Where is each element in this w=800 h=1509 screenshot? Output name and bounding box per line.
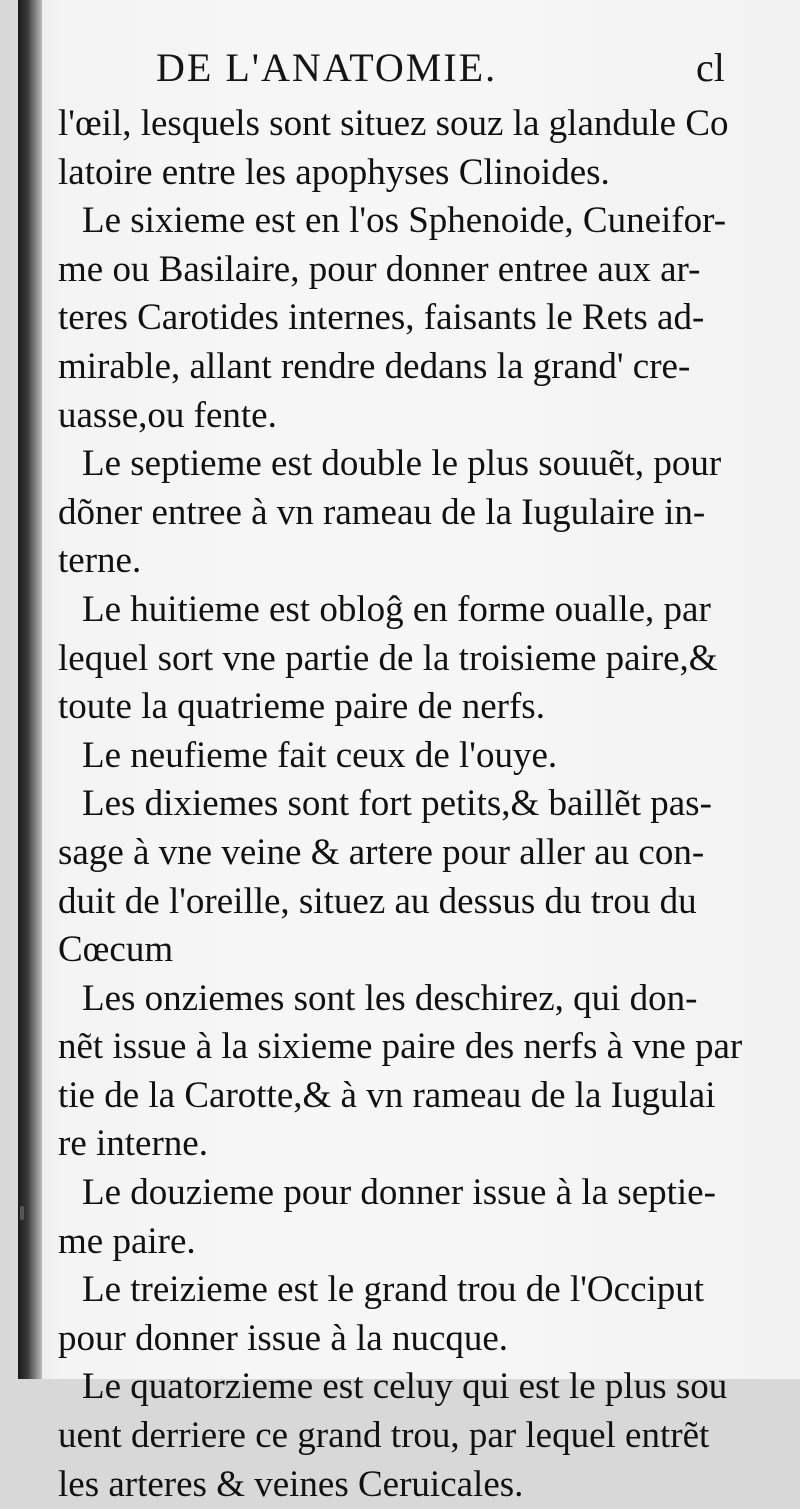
running-head: DE L'ANATOMIE.	[156, 45, 498, 90]
text-line: Cœcum	[58, 929, 174, 971]
text-line: Le neufieme fait ceux de l'ouye.	[82, 734, 558, 776]
text-line: terne.	[58, 540, 142, 582]
margin-mark	[20, 1206, 24, 1220]
page-number: cl	[696, 45, 725, 90]
text-line: Les dixiemes sont fort petits,& baillẽt pas-	[82, 783, 712, 825]
text-line: uent derriere ce grand trou, par lequel entrẽt	[58, 1415, 710, 1457]
text-line: Le huitieme est obloĝ en forme oualle, par	[82, 588, 711, 630]
text-line: duit de l'oreille, situez au dessus du trou du	[58, 880, 697, 922]
text-line: dõner entree à vn rameau de la Iugulaire in-	[58, 491, 706, 533]
text-line: pour donner issue à la nucque.	[58, 1317, 509, 1359]
text-line: latoire entre les apophyses Clinoides.	[58, 151, 610, 193]
page-gutter-shadow	[18, 0, 42, 1379]
book-page	[18, 0, 800, 1505]
text-line: teres Carotides internes, faisants le Rets ad-	[58, 297, 705, 339]
text-line: uasse,ou fente.	[58, 394, 277, 436]
text-line: l'œil, lesquels sont situez souz la glandule Co	[58, 103, 729, 144]
text-line: me ou Basilaire, pour donner entree aux ar-	[58, 248, 701, 290]
text-line: Le quatorzieme est celuy qui est le plus sou	[82, 1366, 728, 1408]
text-line: re interne.	[58, 1123, 208, 1165]
text-line: Le sixieme est en l'os Sphenoide, Cuneifor-	[82, 200, 727, 242]
text-line: les arteres & veines Ceruicales.	[58, 1463, 524, 1505]
text-line: nẽt issue à la sixieme paire des nerfs à vne par	[58, 1026, 743, 1068]
page-header	[18, 44, 800, 100]
text-line: Le douzieme pour donner issue à la septie-	[82, 1172, 716, 1214]
body-text	[58, 100, 758, 1509]
text-line: toute la quatrieme paire de nerfs.	[58, 686, 545, 728]
text-line: mirable, allant rendre dedans la grand' cre-	[58, 345, 691, 387]
text-line: Le treizieme est le grand trou de l'Occiput	[82, 1269, 705, 1311]
text-line: sage à vne veine & artere pour aller au con-	[58, 831, 705, 873]
text-line: me paire.	[58, 1220, 196, 1262]
text-line: tie de la Carotte,& à vn rameau de la Iugulai	[58, 1074, 716, 1116]
text-line: lequel sort vne partie de la troisieme paire,&	[58, 637, 718, 679]
text-line: Le septieme est double le plus souuẽt, pour	[82, 443, 722, 485]
text-line: Les onziemes sont les deschirez, qui don-	[82, 977, 698, 1019]
